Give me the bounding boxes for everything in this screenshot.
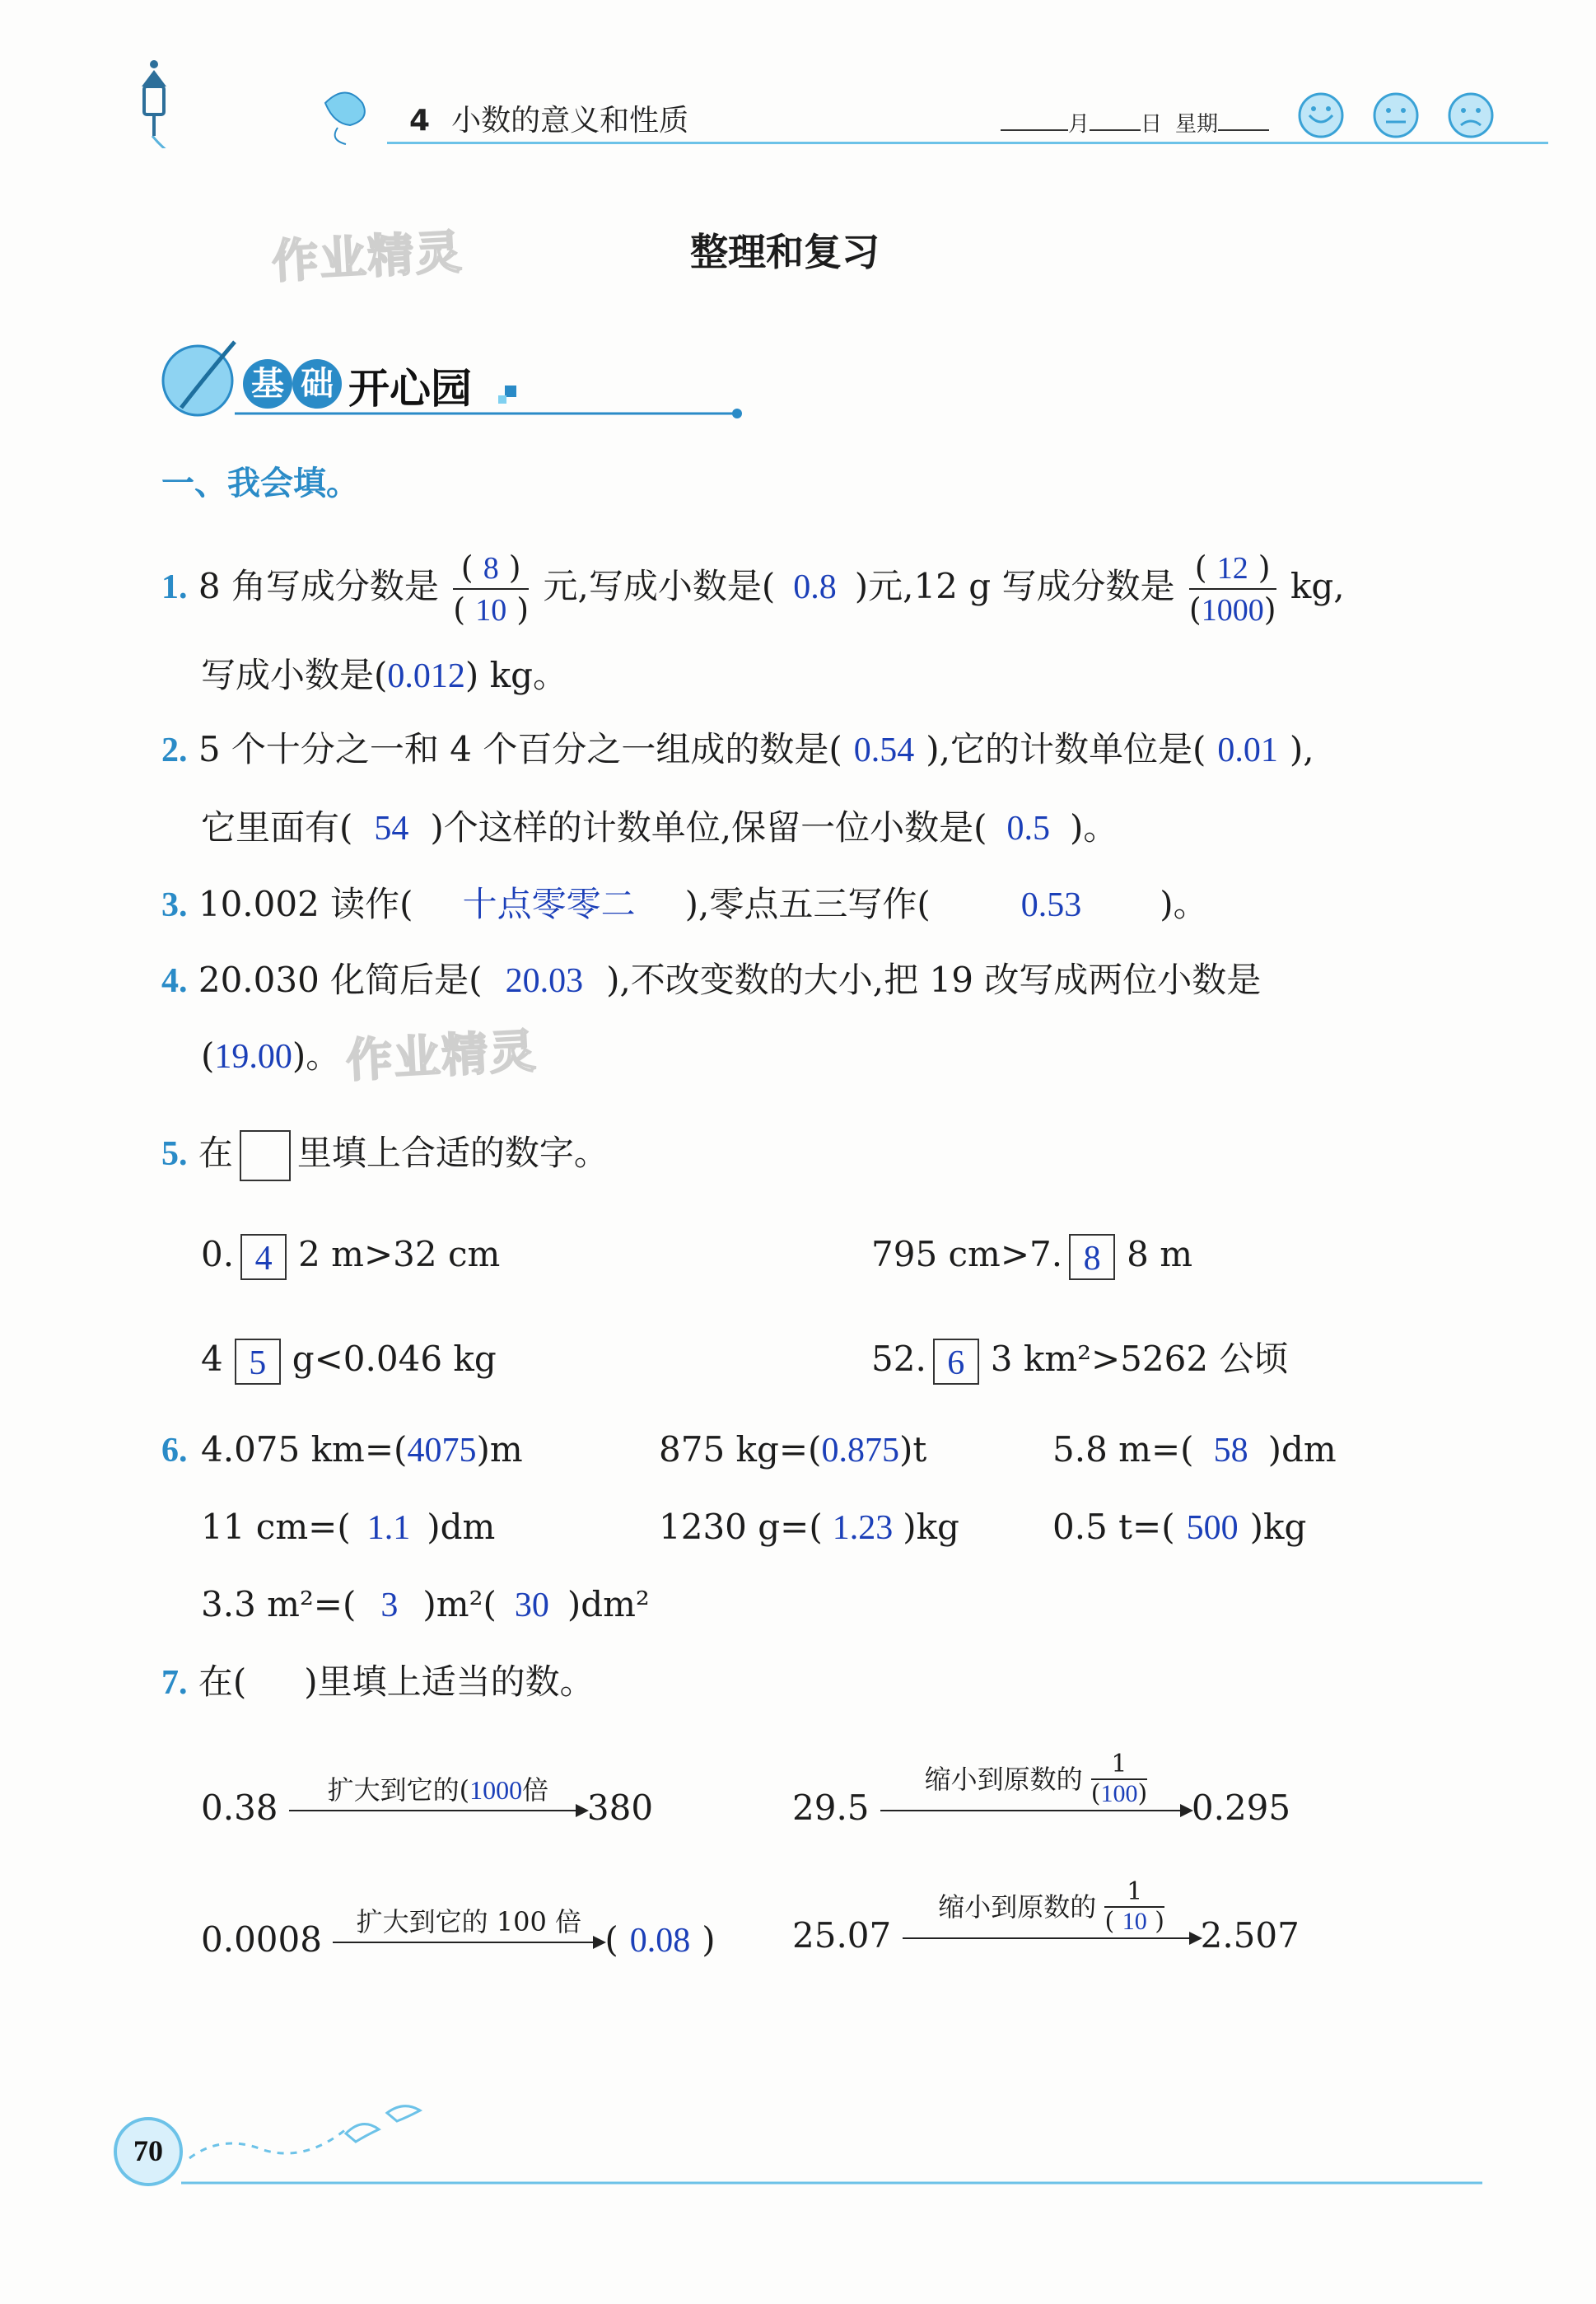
q4-text: )。 — [292, 1035, 341, 1076]
q5-item-text: 3 km²>5262 公顷 — [990, 1339, 1289, 1379]
q6-row-1 — [161, 1425, 188, 1475]
q6-item — [1052, 1503, 1306, 1553]
q3-text: )。 — [1160, 884, 1208, 924]
q5-answer-box[interactable]: 8 — [1069, 1234, 1115, 1280]
q5-answer-box[interactable]: 5 — [235, 1339, 281, 1385]
q7-text: 在( — [198, 1661, 247, 1702]
date-weekday-label: 星期 — [1175, 112, 1219, 137]
q3-text: ),零点五三写作( — [684, 884, 931, 924]
q3-line — [161, 880, 1208, 930]
q3-number: 3. — [161, 886, 188, 924]
q6-item — [659, 1503, 959, 1553]
q6-text: 11 cm=( — [201, 1507, 351, 1547]
q7-frac-num: 1 — [1127, 1877, 1143, 1906]
q7-arrow — [289, 1774, 587, 1811]
q5-text: 在 — [198, 1133, 233, 1173]
q7-arrow-label: 倍 — [522, 1774, 549, 1806]
q1-line2 — [201, 651, 567, 701]
q1-frac2-den: 1000 — [1201, 593, 1264, 628]
lantern-butterfly-icon — [124, 58, 395, 148]
q7-arrow — [903, 1877, 1201, 1939]
banner-char-2: 础 — [292, 359, 342, 409]
q5-item-4 — [871, 1334, 1288, 1385]
q7-arrow — [333, 1906, 604, 1943]
q3-answer-2: 0.53 — [1020, 886, 1082, 924]
q5-item-text: 0. — [201, 1234, 235, 1274]
q6-answer: 58 — [1213, 1432, 1248, 1470]
q7-text: )里填上适当的数。 — [304, 1661, 595, 1702]
q7-arrow — [880, 1750, 1192, 1811]
header-rule — [387, 142, 1548, 144]
happy-face-icon[interactable] — [1300, 94, 1342, 137]
q1-answer-1: 0.8 — [793, 568, 837, 606]
q7-from: 29.5 — [792, 1788, 870, 1828]
q7-number: 7. — [161, 1664, 188, 1702]
q7-answer: 10 — [1122, 1908, 1147, 1935]
q7-item-d — [792, 1877, 1300, 1961]
q5-item-text: 795 cm>7. — [871, 1234, 1063, 1274]
date-month-label: 月 — [1068, 112, 1090, 137]
q6-answer: 1.1 — [366, 1509, 411, 1547]
date-day-label: 日 — [1141, 112, 1163, 137]
q7-text: ( — [604, 1919, 618, 1960]
q6-answer: 0.875 — [821, 1432, 899, 1470]
q6-row-3 — [201, 1580, 650, 1630]
q7-answer: 1000 — [469, 1775, 523, 1805]
q2-text: 5 个十分之一和 4 个百分之一组成的数是( — [198, 729, 842, 769]
q5-item-1 — [201, 1230, 500, 1280]
q5-number: 5. — [161, 1135, 188, 1173]
mood-faces — [1293, 91, 1499, 140]
section-heading: 一、我会填。 — [161, 465, 359, 502]
q1-text: 写成小数是( — [201, 655, 388, 695]
q7-to: 380 — [586, 1788, 654, 1828]
q6-text: )m²( — [422, 1584, 497, 1624]
q1-frac1-num: 8 — [483, 551, 499, 586]
q6-item — [201, 1503, 495, 1553]
q6-answer: 30 — [514, 1587, 549, 1624]
q6-answer: 4075 — [407, 1432, 477, 1470]
q4-text: ),不改变数的大小,把 19 改写成两位小数是 — [606, 960, 1262, 1000]
q7-item-b — [792, 1750, 1291, 1833]
q1-number: 1. — [161, 568, 188, 606]
q6-text: 3.3 m²=( — [201, 1584, 357, 1624]
q4-line2 — [201, 1031, 340, 1082]
q2-answer-3: 54 — [374, 810, 409, 848]
q5-item-3 — [201, 1334, 497, 1385]
date-line — [1001, 107, 1269, 138]
q1-frac1-den: 10 — [475, 593, 507, 628]
q6-item — [201, 1425, 523, 1475]
q7-answer: 0.08 — [629, 1922, 691, 1960]
q6-text: 4.075 km=( — [201, 1429, 408, 1470]
q4-text: 20.030 化简后是( — [198, 960, 483, 1000]
section-banner — [161, 338, 754, 420]
banner-char-1: 基 — [243, 359, 292, 409]
q1-text: ) kg。 — [464, 655, 567, 695]
bird-icon — [346, 2106, 420, 2142]
q5-item-text: 52. — [871, 1339, 926, 1379]
q6-item — [1052, 1425, 1337, 1475]
q2-text: ),它的计数单位是( — [926, 729, 1206, 769]
q6-number: 6. — [161, 1432, 188, 1470]
q5-heading — [161, 1129, 609, 1181]
q6-text: )dm — [1267, 1429, 1337, 1470]
q2-text: )个这样的计数单位,保留一位小数是( — [430, 807, 987, 848]
q4-text: ( — [201, 1035, 215, 1076]
q3-answer-1: 十点零零二 — [462, 886, 636, 924]
q7-item-c — [201, 1906, 716, 1965]
q1-text: )元,12 g 写成分数是 — [854, 566, 1175, 606]
q5-item-text: 8 m — [1127, 1234, 1193, 1274]
q6-answer: 500 — [1186, 1509, 1239, 1547]
q6-text: 0.5 t=( — [1052, 1507, 1175, 1547]
watermark-mid: 作业精灵 — [344, 1024, 539, 1089]
chapter-title: 小数的意义和性质 — [451, 104, 689, 138]
q1-text: 元,写成小数是( — [543, 566, 776, 606]
q1-line1 — [161, 548, 1345, 630]
q7-arrow-label: 缩小到原数的 — [938, 1891, 1097, 1923]
q6-text: )kg — [1249, 1507, 1307, 1547]
q5-item-text: g<0.046 kg — [292, 1339, 497, 1379]
q2-text: ), — [1289, 729, 1314, 769]
q5-answer-box[interactable]: 6 — [933, 1339, 979, 1385]
chapter-number: 4 — [409, 104, 431, 138]
q7-arrow-label: 扩大到它的 100 倍 — [356, 1906, 582, 1937]
q2-text: 它里面有( — [201, 807, 353, 848]
q6-item — [659, 1425, 926, 1475]
q6-answer: 1.23 — [832, 1509, 894, 1547]
q7-arrow-label: 扩大到它的( — [327, 1774, 470, 1806]
page-number: 70 — [133, 2134, 163, 2167]
q1-frac2-num: 12 — [1216, 551, 1248, 586]
q2-answer-1: 0.54 — [853, 731, 915, 769]
q5-item-text: 2 m>32 cm — [298, 1234, 501, 1274]
q1-text: 8 角写成分数是 — [198, 566, 439, 606]
q7-from: 0.0008 — [201, 1919, 322, 1960]
q2-number: 2. — [161, 731, 188, 769]
q6-text: )t — [898, 1429, 927, 1470]
q6-text: )kg — [903, 1507, 959, 1547]
q7-fraction: $\frac{1}{(100)}$ — [1090, 1750, 1148, 1808]
q7-item-a — [201, 1774, 654, 1833]
q7-to: 2.507 — [1200, 1915, 1300, 1956]
neutral-face-icon[interactable] — [1374, 94, 1417, 137]
q7-text: ) — [702, 1919, 716, 1960]
q5-empty-box — [240, 1130, 291, 1181]
footer-decoration — [99, 2084, 1499, 2199]
sad-face-icon[interactable] — [1449, 94, 1492, 137]
q4-answer-2: 19.00 — [214, 1038, 292, 1076]
q7-frac-num: 1 — [1111, 1750, 1127, 1778]
q4-line1 — [161, 956, 1261, 1006]
q3-text: 10.002 读作( — [198, 884, 413, 924]
q6-text: 875 kg=( — [659, 1429, 822, 1470]
q2-line1 — [161, 725, 1314, 775]
q6-text: )dm — [427, 1507, 496, 1547]
q7-heading — [161, 1657, 595, 1708]
q6-answer: 3 — [380, 1587, 399, 1624]
page-title: 整理和复习 — [690, 230, 880, 274]
q1-fraction-1: $\frac{( 8 )}{( 10 )}$ — [453, 549, 530, 628]
q1-answer-2: 0.012 — [387, 657, 465, 695]
q1-fraction-2: $\frac{( 12 )}{(1000)}$ — [1188, 549, 1276, 628]
q7-from: 0.38 — [201, 1788, 278, 1828]
q2-answer-2: 0.01 — [1217, 731, 1278, 769]
q4-answer-1: 20.03 — [505, 962, 584, 1000]
q5-answer-box[interactable]: 4 — [240, 1234, 287, 1280]
q5-item-2 — [871, 1230, 1192, 1280]
q5-item-text: 4 — [201, 1339, 223, 1379]
q2-text: )。 — [1070, 807, 1118, 848]
q6-text: )m — [476, 1429, 523, 1470]
banner-text: 开心园 — [348, 365, 472, 413]
q4-number: 4. — [161, 962, 188, 1000]
q6-text: 1230 g=( — [659, 1507, 823, 1547]
q2-answer-4: 0.5 — [1006, 810, 1051, 848]
watermark-top: 作业精灵 — [270, 225, 464, 290]
header-chapter — [409, 97, 688, 139]
q5-text: 里填上合适的数字。 — [296, 1133, 609, 1173]
q6-text: 5.8 m=( — [1052, 1429, 1194, 1470]
q7-arrow-label: 缩小到原数的 — [924, 1764, 1083, 1795]
q1-text: kg, — [1290, 566, 1345, 606]
q6-text: )dm² — [567, 1584, 650, 1624]
q7-fraction: $\frac{1}{( 10 )}$ — [1104, 1877, 1164, 1936]
q7-answer: 100 — [1100, 1780, 1138, 1807]
header-decoration — [124, 58, 395, 148]
q7-from: 25.07 — [792, 1915, 892, 1956]
q2-line2 — [201, 803, 1118, 853]
q7-to: 0.295 — [1191, 1788, 1291, 1828]
